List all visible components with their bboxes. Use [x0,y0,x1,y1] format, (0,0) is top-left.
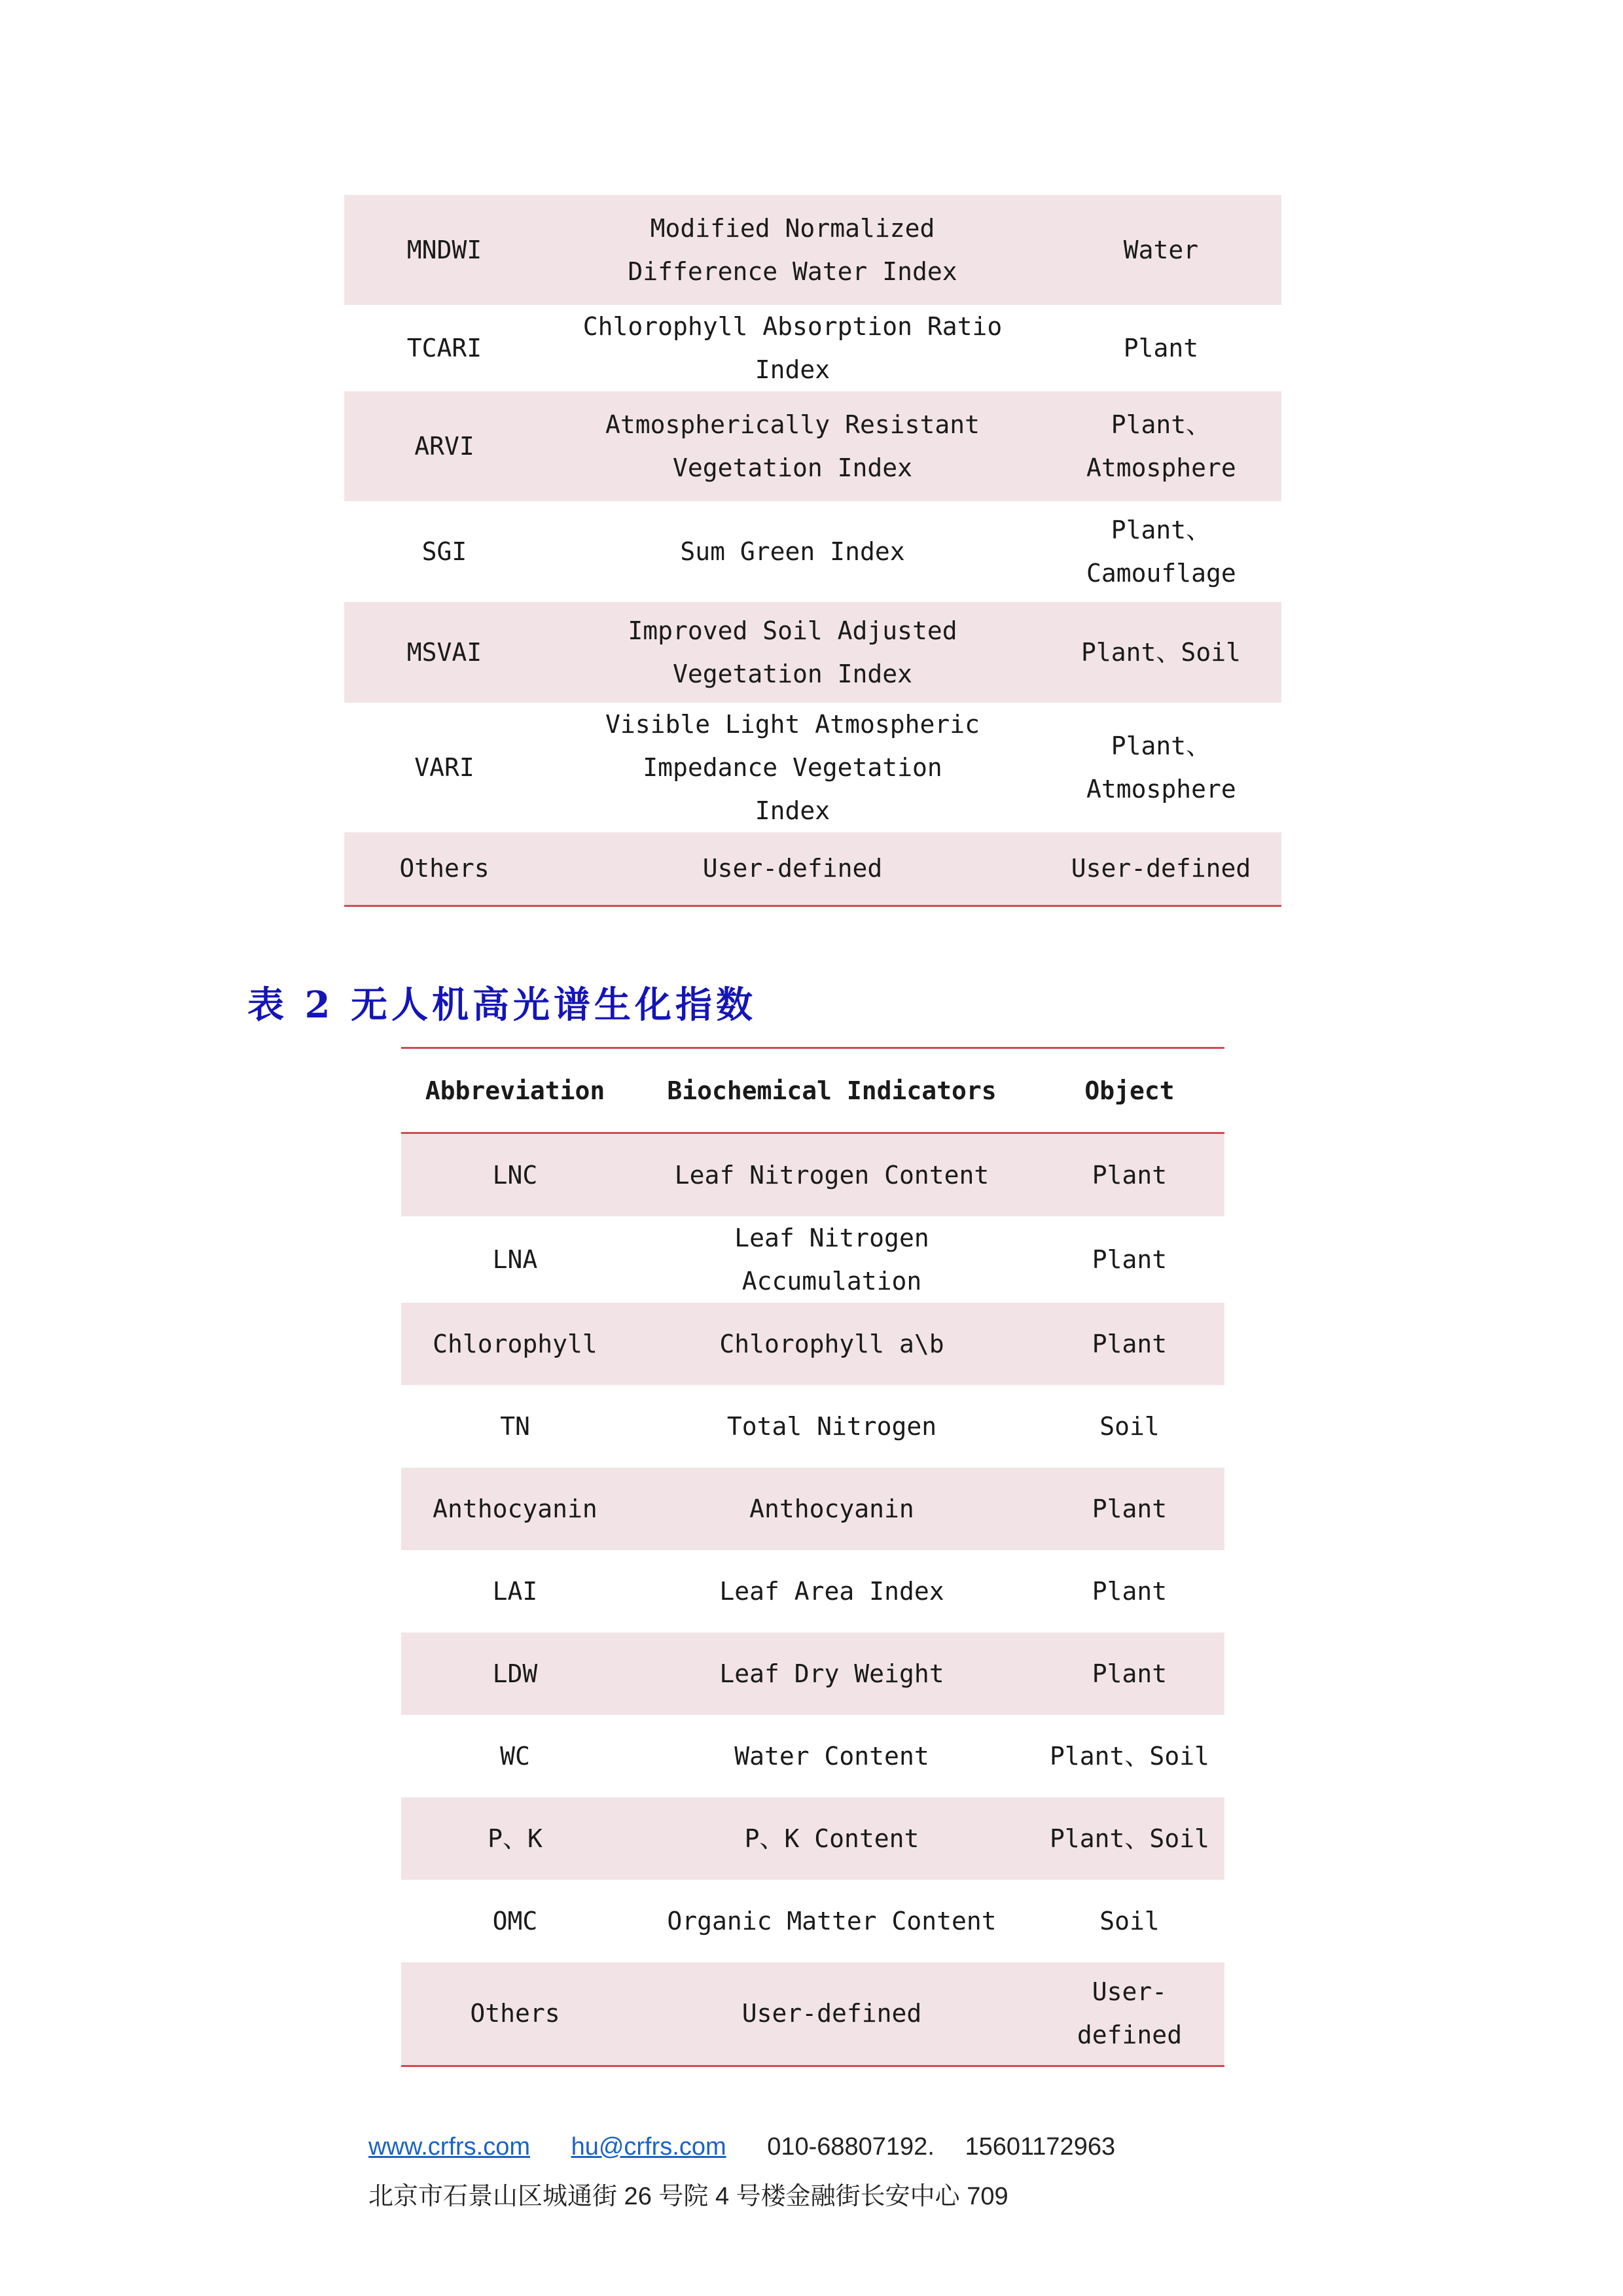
abbr-cell: MSVAI [344,602,544,703]
indicator-cell: Total Nitrogen [726,1412,937,1441]
mobile-number: 15601172963 [965,2133,1116,2161]
object-cell: Plant、Camouflage [1086,516,1236,588]
object-cell: Plant [1035,1468,1224,1550]
table-row [344,305,1281,391]
table-row [401,1303,1224,1385]
indicator-cell: P、K Content [629,1797,1035,1880]
abbr-cell: TN [500,1412,530,1441]
abbr-cell: Others [344,832,544,906]
page-footer [368,2133,1149,2212]
table-row [344,602,1281,703]
indicator-cell: Leaf Nitrogen Content [629,1133,1035,1217]
abbr-cell: P、K [401,1797,629,1880]
indicator-cell: Chlorophyll a\b [629,1303,1035,1385]
indicator-cell: Leaf Area Index [719,1577,944,1606]
abbr-cell: LNC [401,1133,629,1217]
contact-line [368,2133,1149,2161]
indicators-header: Biochemical Indicators [629,1048,1035,1133]
index-name-cell: Atmospherically Resistant Vegetation Index [544,391,1041,501]
index-name-cell: Modified Normalized Difference Water Index [544,195,1041,305]
table-row [401,1962,1224,2066]
indicator-cell: Leaf Dry Weight [629,1633,1035,1715]
object-cell: Plant、Soil [1035,1797,1224,1880]
object-cell: Plant [1035,1303,1224,1385]
table-row [401,1633,1224,1715]
index-name-cell: Visible Light Atmospheric Impedance Vegetation Index [605,710,980,825]
biochemical-index-table [401,1047,1224,2067]
table-row [344,501,1281,602]
object-cell: User-defined [1035,1962,1224,2066]
table-row [344,832,1281,906]
abbr-cell: LDW [401,1633,629,1715]
table-2-caption: 表 2 无人机高光谱生化指数 [247,983,757,1027]
object-cell: User-defined [1041,832,1281,906]
table-row [401,1797,1224,1880]
object-cell: Plant [1092,1577,1168,1606]
email-link[interactable]: hu@crfrs.com [571,2133,726,2161]
abbr-cell: TCARI [406,334,482,362]
object-cell: Plant、Soil [1050,1742,1209,1771]
abbr-cell: LAI [492,1577,538,1606]
indicator-cell: User-defined [629,1962,1035,2066]
phone-number: 010-68807192. [767,2133,935,2161]
object-cell: Plant [1035,1633,1224,1715]
index-name-cell: Improved Soil Adjusted Vegetation Index [544,602,1041,703]
object-cell: Plant、Soil [1041,602,1281,703]
indicator-cell: Organic Matter Content [667,1907,997,1935]
abbr-cell: ARVI [344,391,544,501]
object-cell: Soil [1099,1412,1160,1441]
abbr-cell: Others [401,1962,629,2066]
index-name-cell: User-defined [544,832,1041,906]
object-cell: Plant [1092,1245,1168,1274]
table-row [401,1468,1224,1550]
abbr-cell: Chlorophyll [401,1303,629,1385]
table-row [401,1216,1224,1303]
table-row [401,1715,1224,1797]
table-row [344,391,1281,501]
table-header-row [401,1048,1224,1133]
abbr-cell: SGI [421,537,467,566]
object-cell: Plant、Atmosphere [1041,391,1281,501]
abbreviation-header: Abbreviation [401,1048,629,1133]
indicator-cell: Anthocyanin [629,1468,1035,1550]
table-row [401,1880,1224,1962]
object-cell: Plant [1123,334,1199,362]
abbr-cell: Anthocyanin [401,1468,629,1550]
indicator-cell: Water Content [734,1742,929,1771]
object-cell: Water [1041,195,1281,305]
object-cell: Plant [1035,1133,1224,1217]
indicator-cell: Leaf Nitrogen Accumulation [734,1224,929,1296]
table-row [344,703,1281,832]
abbr-cell: VARI [414,753,474,782]
table-row [401,1133,1224,1217]
website-link[interactable]: www.crfrs.com [368,2133,530,2161]
table-row [344,195,1281,305]
index-name-cell: Chlorophyll Absorption Ratio Index [582,312,1003,384]
vegetation-index-table [344,195,1281,907]
object-cell: Soil [1099,1907,1160,1935]
object-header: Object [1035,1048,1224,1133]
table-row [401,1550,1224,1633]
index-name-cell: Sum Green Index [680,537,905,566]
object-cell: Plant、Atmosphere [1086,732,1236,804]
abbr-cell: WC [500,1742,530,1771]
abbr-cell: OMC [492,1907,538,1935]
address-line: 北京市石景山区城通街 26 号院 4 号楼金融街长安中心 709 [368,2183,1008,2210]
table-row [401,1385,1224,1468]
abbr-cell: MNDWI [344,195,544,305]
abbr-cell: LNA [492,1245,538,1274]
